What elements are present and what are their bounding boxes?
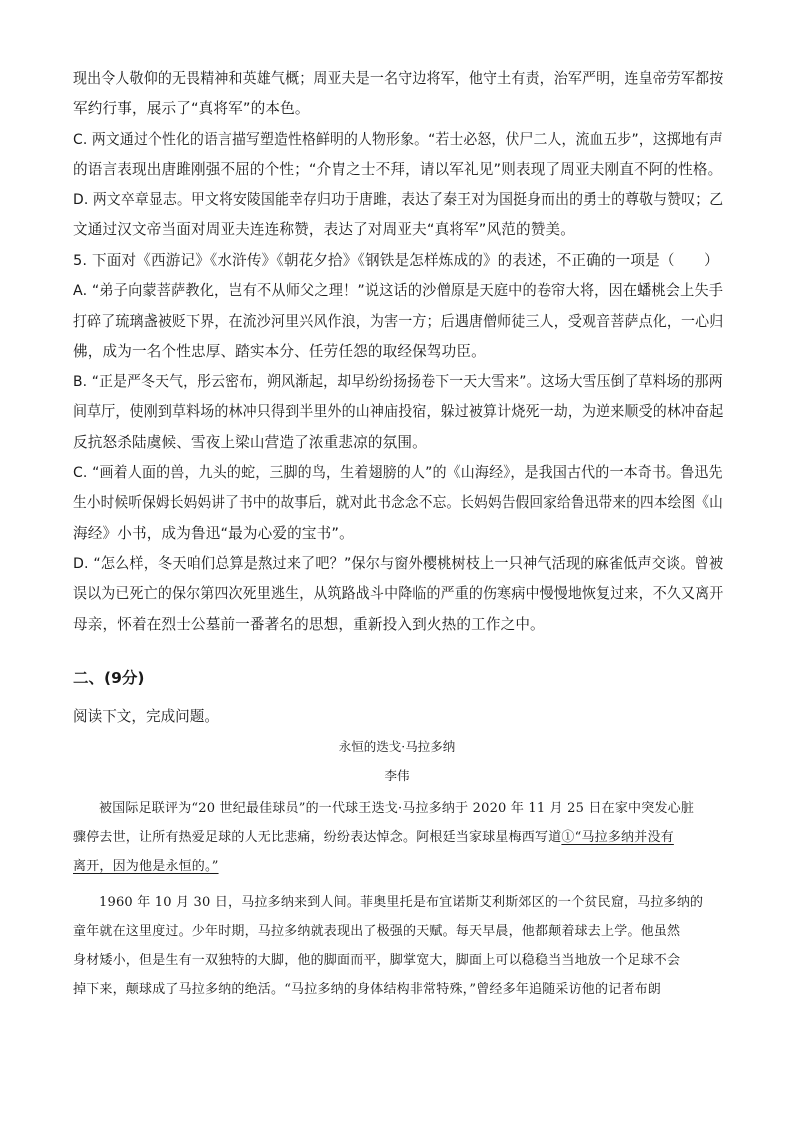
- article-author: 李伟: [384, 768, 410, 783]
- question-5-stem: 5. 下面对《西游记》《水浒传》《朝花夕拾》《钢铁是怎样炼成的》的表述，不正确的一项是（ ）: [73, 252, 719, 269]
- article-line: [73, 823, 723, 852]
- previous-options-block: [73, 64, 723, 246]
- text-line: 军约行事，展示了“真将军”的本色。: [73, 100, 310, 118]
- text-line: 文通过汉文帝当面对周亚夫连连称赞，表达了对周亚夫“真将军”风范的赞美。: [73, 221, 575, 239]
- underlined-quote: 离开，因为他是永恒的。”: [73, 859, 219, 874]
- question-5-block: [73, 246, 723, 640]
- article-paragraph-1: [73, 794, 723, 881]
- option-a-line: A. “弟子向蒙菩萨教化，岂有不从师父之理！”说这话的沙僧原是天庭中的卷帘大将，因在蟠桃会上失手: [73, 282, 724, 300]
- article-line: [73, 852, 723, 881]
- article-paragraph-2: [73, 888, 723, 1004]
- article-line: 1960 年 10 月 30 日，马拉多纳来到人间。菲奥里托是布宜诺斯艾利斯郊区的一个贫民窟，马拉多纳的: [99, 895, 704, 910]
- text-line: 现出令人敬仰的无畏精神和英雄气概；周亚夫是一名守边将军，他守土有责，治军严明，连皇帝劳军都按: [73, 70, 724, 87]
- option-b-line: B. “正是严冬天气，彤云密布，朔风渐起，却早纷纷扬扬卷下一天大雪来”。这场大雪压倒了草料场的那两: [73, 373, 723, 391]
- option-c-line: C. “画着人面的兽，九头的蛇，三脚的鸟，生着翅膀的人”的《山海经》，是我国古代的一本奇书。鲁迅先: [73, 464, 723, 482]
- option-d-line: D. “怎么样，冬天咱们总算是熬过来了吧？”保尔与窗外樱桃树枝上一只神气活现的麻雀低声交谈。曾被: [73, 554, 724, 572]
- text-line: 误以为已死亡的保尔第四次死里逃生，从筑路战斗中降临的严重的伤寒病中慢慢地恢复过来，不久又离开: [73, 585, 724, 603]
- option-c-line: C. 两文通过个性化的语言描写塑造性格鲜明的人物形象。“若士必怒，伏尸二人，流血五步”，这掷地有声: [73, 130, 723, 148]
- article-line: 身材矮小，但是生有一双独特的大脚，他的脚面而平，脚掌宽大，脚面上可以稳稳当当地放一个足球不会: [73, 953, 681, 968]
- section-heading: 二、(9分): [73, 669, 145, 687]
- article-line: 被国际足联评为“20 世纪最佳球员”的一代球王迭戈·马拉多纳于 2020 年 11 月 25 日在家中突发心脏: [99, 801, 695, 816]
- article-title: 永恒的迭戈·马拉多纳: [338, 739, 456, 754]
- article-line-text: 骤停去世，让所有热爱足球的人无比悲痛，纷纷表达悼念。阿根廷当家球星梅西写道: [73, 830, 562, 845]
- reading-instruction: 阅读下文，完成问题。: [73, 708, 219, 725]
- text-line: 母亲，怀着在烈士公墓前一番著名的思想，重新投入到火热的工作之中。: [73, 615, 545, 633]
- text-line: 佛，成为一名个性忠厚、踏实本分、任劳任怨的取经保驾功臣。: [73, 342, 486, 360]
- underlined-quote: ①“马拉多纳并没有: [561, 830, 674, 845]
- text-line: 生小时候听保姆长妈妈讲了书中的故事后，就对此书念念不忘。长妈妈告假回家给鲁迅带来的四本绘图《山: [73, 494, 724, 512]
- text-line: 间草厅，使刚到草料场的林冲只得到半里外的山神庙投宿，躲过被算计烧死一劫，为逆来顺受的林冲奋起: [73, 403, 724, 421]
- text-line: 的语言表现出唐雎刚强不屈的个性；“介胄之士不拜，请以军礼见”则表现了周亚夫刚直不阿的性格。: [73, 160, 723, 178]
- text-line: 反抗怒杀陆虞候、雪夜上梁山营造了浓重悲凉的氛围。: [73, 433, 427, 451]
- option-d-line: D. 两文卒章显志。甲文将安陵国能幸存归功于唐雎，表达了秦王对为国挺身而出的勇士的尊敬与赞叹；乙: [73, 191, 724, 209]
- text-line: 海经》小书，成为鲁迅“最为心爱的宝书”。: [73, 524, 354, 542]
- article-line: 童年就在这里度过。少年时期，马拉多纳就表现出了极强的天赋。每天早晨，他都颠着球去上学。他虽然: [73, 924, 681, 939]
- text-line: 打碎了琉璃盏被贬下界，在流沙河里兴风作浪，为害一方；后遇唐僧师徒三人，受观音菩萨点化，一心归: [73, 312, 724, 330]
- article-line: 掉下来，颠球成了马拉多纳的绝活。“马拉多纳的身体结构非常特殊，”曾经多年追随采访他的记者布朗: [73, 982, 661, 997]
